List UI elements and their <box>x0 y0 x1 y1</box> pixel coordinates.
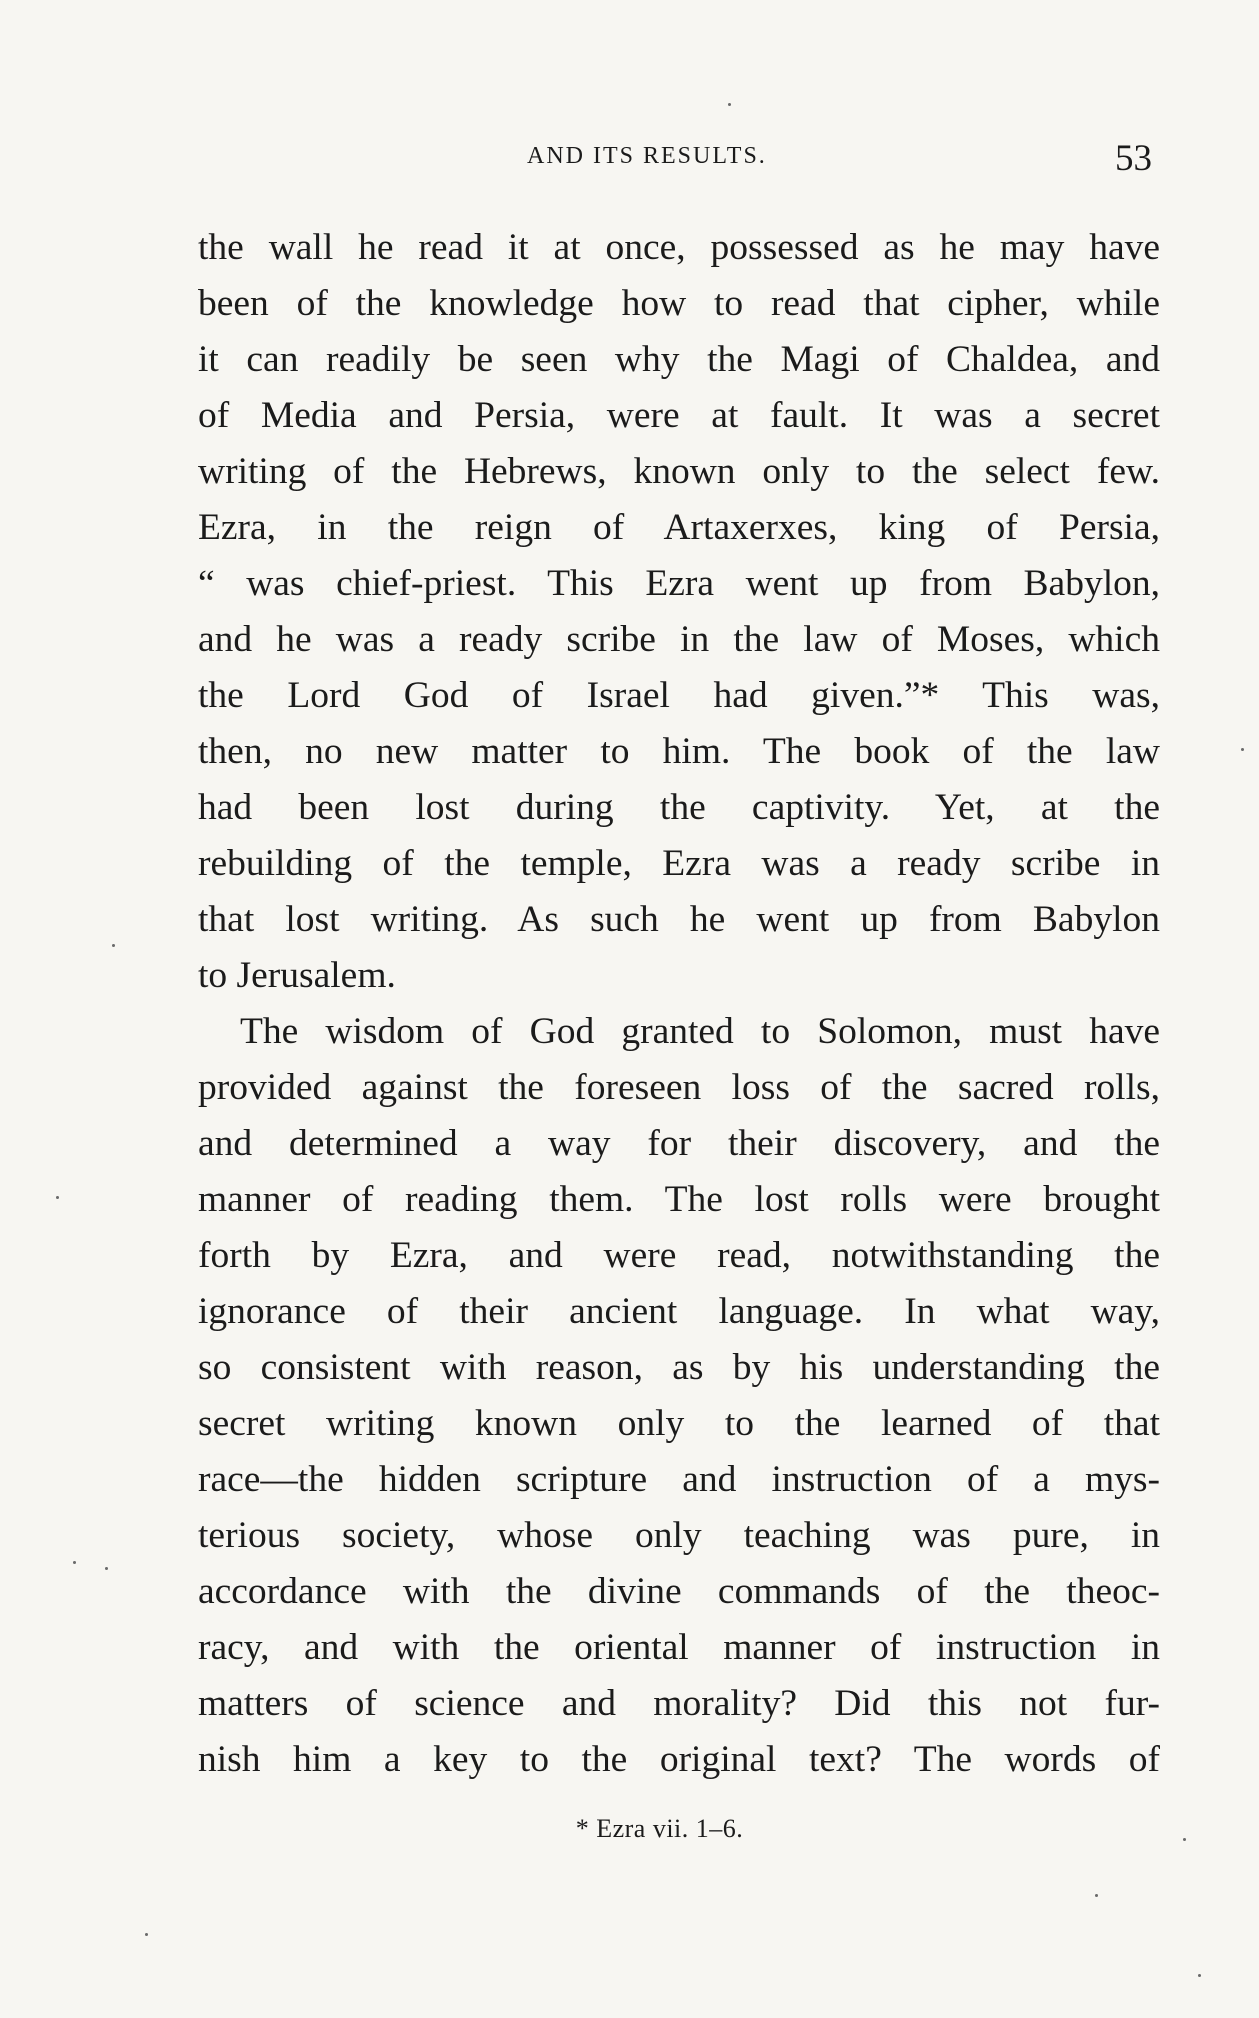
text-line: matters of science and morality? Did this not fur- <box>198 1683 1160 1724</box>
text-line: writing of the Hebrews, known only to the select few. <box>198 451 1160 492</box>
paper-speck <box>145 1933 148 1936</box>
paper-speck <box>1198 1974 1201 1977</box>
running-title: AND ITS RESULTS. <box>527 143 767 169</box>
footnote-text: * Ezra vii. 1–6. <box>575 1814 744 1843</box>
text-line: “ was chief-priest. This Ezra went up from Babylon, <box>198 563 1160 604</box>
text-line: it can readily be seen why the Magi of Chaldea, and <box>198 339 1160 380</box>
text-line: manner of reading them. The lost rolls were brought <box>198 1179 1160 1220</box>
text-line: the wall he read it at once, possessed as he may have <box>198 227 1160 268</box>
text-line: so consistent with reason, as by his understanding the <box>198 1347 1160 1388</box>
paper-speck <box>56 1196 59 1199</box>
text-line: provided against the foreseen loss of the sacred rolls, <box>198 1067 1160 1108</box>
paper-speck <box>1241 748 1244 751</box>
text-line: Ezra, in the reign of Artaxerxes, king of Persia, <box>198 507 1160 548</box>
text-line: of Media and Persia, were at fault. It was a secret <box>198 395 1160 436</box>
paper-speck <box>112 944 115 947</box>
text-line: and he was a ready scribe in the law of Moses, which <box>198 619 1160 660</box>
page-number: 53 <box>1115 138 1152 179</box>
text-line: ignorance of their ancient language. In what way, <box>198 1291 1160 1332</box>
paper-speck <box>1095 1894 1098 1897</box>
text-line: then, no new matter to him. The book of the law <box>198 731 1160 772</box>
text-line: nish him a key to the original text? The words of <box>198 1739 1160 1780</box>
text-line: accordance with the divine commands of the theoc- <box>198 1571 1160 1612</box>
text-line: and determined a way for their discovery, and the <box>198 1123 1160 1164</box>
text-line: forth by Ezra, and were read, notwithstanding the <box>198 1235 1160 1276</box>
body-text <box>198 220 1160 1788</box>
paper-speck <box>105 1567 108 1570</box>
text-line: that lost writing. As such he went up from Babylon <box>198 899 1160 940</box>
paper-speck <box>728 103 731 106</box>
text-line: secret writing known only to the learned of that <box>198 1403 1160 1444</box>
text-line: rebuilding of the temple, Ezra was a ready scribe in <box>198 843 1160 884</box>
text-line: to Jerusalem. <box>198 955 396 996</box>
text-line: the Lord God of Israel had given.”* This was, <box>198 675 1160 716</box>
text-line: racy, and with the oriental manner of instruction in <box>198 1627 1160 1668</box>
footnote <box>0 1814 1259 1844</box>
text-line: been of the knowledge how to read that cipher, while <box>198 283 1160 324</box>
running-head <box>0 138 1259 183</box>
text-line: terious society, whose only teaching was pure, in <box>198 1515 1160 1556</box>
text-line: The wisdom of God granted to Solomon, must have <box>240 1011 1160 1052</box>
paper-speck <box>1183 1838 1186 1841</box>
text-line: had been lost during the captivity. Yet, at the <box>198 787 1160 828</box>
text-line: race—the hidden scripture and instruction of a mys- <box>198 1459 1160 1500</box>
paper-speck <box>73 1561 76 1564</box>
